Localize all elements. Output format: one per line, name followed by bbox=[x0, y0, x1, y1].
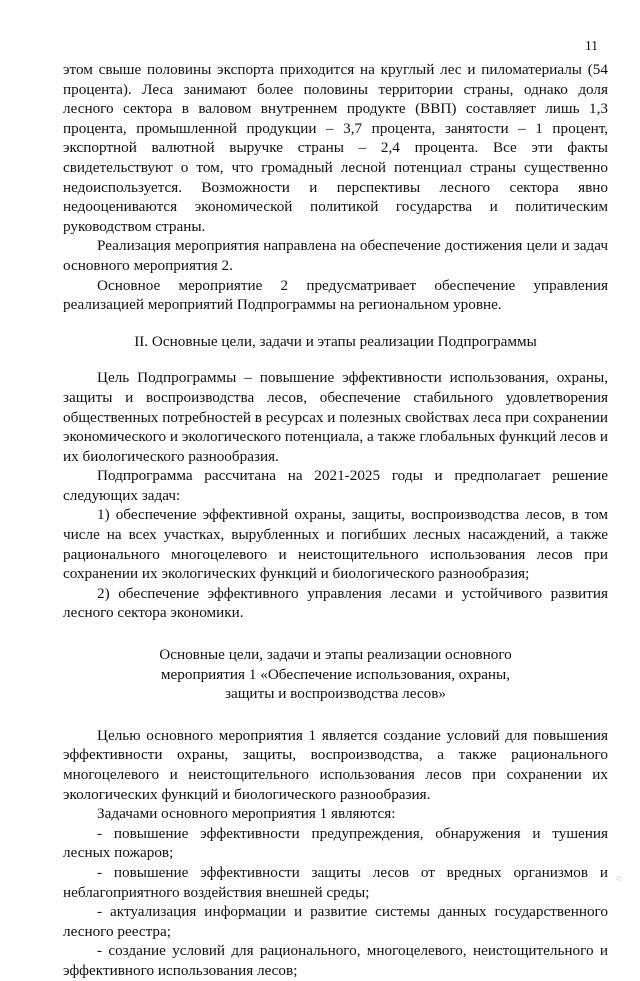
heading-line-1: Основные цели, задачи и этапы реализации основного bbox=[159, 646, 512, 664]
document-body bbox=[63, 60, 608, 981]
paragraph-export: этом свыше половины экспорта приходится на круглый лес и пиломатериалы (54 процента). Леса занимают более половины территории страны, однако доля лесного сектора в валовом внутреннем продукте (ВВП) составляет лишь 1,3 процента, промышленной продукции – 3,7 процента, занятости – 1 процент, экспортной валютной выручке страны – 2,4 процента. Все эти факты свидетельствуют о том, что громадный лесной потенциал страны существенно недоиспользуется. Возможности и перспективы лесного сектора явно недооцениваются экономической политикой государства и политическим руководством страны. bbox=[63, 61, 608, 235]
activity-task-item-4: - создание условий для рационального, многоцелевого, неистощительного и эффективного использования лесов; bbox=[63, 942, 608, 979]
paragraph-subprogram-goal: Цель Подпрограммы – повышение эффективности использования, охраны, защиты и воспроизводства лесов, обеспечение стабильного удовлетворения общественных потребностей в ресурсах и полезных свойствах леса при сохранении экономического и экологического потенциала, а также глобальных функций лесов и их биологического разнообразия. bbox=[63, 369, 608, 465]
section-heading-activity-1 bbox=[63, 645, 608, 704]
paragraph-subprogram-period: Подпрограмма рассчитана на 2021-2025 годы и предполагает решение следующих задач: bbox=[63, 467, 608, 504]
paragraph-activity-1-goal: Целью основного мероприятия 1 является создание условий для повышения эффективности охраны, защиты, воспроизводства, а также рационального многоцелевого и неистощительного использования лесов при сохранении их экологических функций и биологического разнообразия. bbox=[63, 726, 608, 803]
paragraph-activity-1-tasks-intro: Задачами основного мероприятия 1 являются: bbox=[97, 805, 396, 823]
activity-task-item-3: - актуализация информации и развитие системы данных государственного лесного реестра; bbox=[63, 903, 608, 940]
scan-artifact-mark: ⁘ bbox=[612, 872, 626, 887]
activity-task-item-2: - повышение эффективности защиты лесов от вредных организмов и неблагоприятного воздействия внешней среды; bbox=[63, 863, 608, 901]
task-item-1: 1) обеспечение эффективной охраны, защиты, воспроизводства лесов, в том числе на всех участках, вырубленных и погибших лесных насаждений, а также рационального многоцелевого и неистощительного использования лесов при сохранении их экологических функций и биологического разнообразия; bbox=[63, 506, 608, 583]
paragraph-main-activity-2: Основное мероприятие 2 предусматривает обеспечение управления реализацией мероприятий Подпрограммы на региональном уровне. bbox=[63, 276, 608, 314]
activity-task-item-1: - повышение эффективности предупреждения, обнаружения и тушения лесных пожаров; bbox=[63, 824, 608, 862]
paragraph-implementation: Реализация мероприятия направлена на обеспечение достижения цели и задач основного мероприятия 2. bbox=[63, 237, 608, 274]
task-item-2: 2) обеспечение эффективного управления лесами и устойчивого развития лесного сектора экономики. bbox=[63, 584, 608, 622]
section-heading-goals: II. Основные цели, задачи и этапы реализации Подпрограммы bbox=[134, 332, 537, 350]
heading-line-2: мероприятия 1 «Обеспечение использования, охраны, bbox=[160, 665, 511, 683]
heading-line-3: защиты и воспроизводства лесов» bbox=[225, 685, 446, 703]
page-number: 11 bbox=[585, 38, 598, 53]
